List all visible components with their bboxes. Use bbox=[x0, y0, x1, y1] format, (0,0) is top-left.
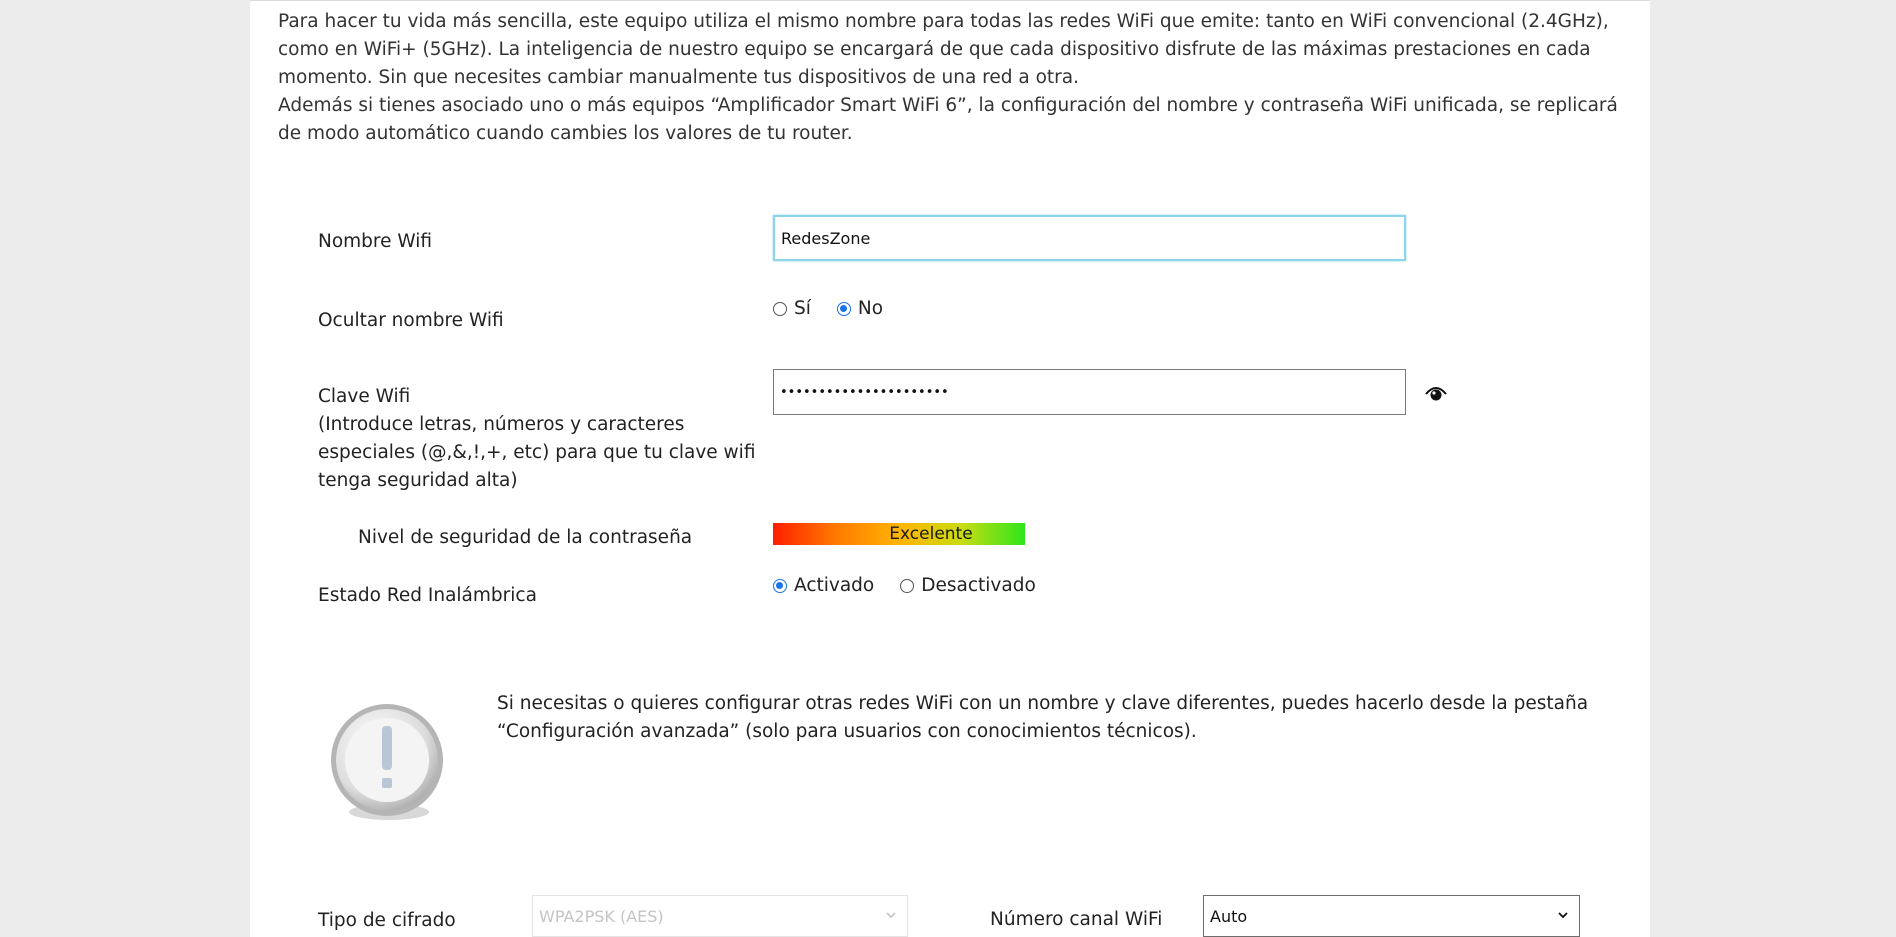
encryption-type-label: Tipo de cifrado bbox=[318, 910, 456, 931]
chevron-down-icon bbox=[1557, 909, 1569, 921]
wireless-state-label: Estado Red Inalámbrica bbox=[318, 585, 537, 606]
wifi-key-label-hint: (Introduce letras, números y caracteres especiales (@,&,!,+, etc) para que tu clave wifi tenga seguridad alta) bbox=[318, 414, 756, 491]
radio-yes-label: Sí bbox=[794, 298, 811, 319]
intro-text bbox=[278, 8, 1638, 148]
wireless-state-radio-group bbox=[773, 575, 1062, 596]
hide-wifi-name-label: Ocultar nombre Wifi bbox=[318, 310, 504, 331]
radio-activado-label: Activado bbox=[794, 575, 875, 596]
radio-no-label: No bbox=[857, 298, 884, 319]
wifi-key-label bbox=[318, 383, 758, 495]
radio-desactivado[interactable] bbox=[900, 579, 914, 593]
radio-desactivado-label: Desactivado bbox=[921, 575, 1036, 596]
wifi-key-input[interactable]: •••••••••••••••••••••• bbox=[773, 369, 1406, 415]
wifi-name-label: Nombre Wifi bbox=[318, 231, 433, 252]
chevron-down-icon bbox=[885, 909, 897, 921]
warning-exclamation-icon bbox=[325, 700, 451, 826]
advanced-config-notice: Si necesitas o quieres configurar otras redes WiFi con un nombre y clave diferentes, puedes hacerlo desde la pestaña “Configuración avanzada” (solo para usuarios con conocimientos técnicos). bbox=[497, 693, 1589, 742]
wifi-channel-select[interactable] bbox=[1203, 895, 1580, 937]
intro-paragraph-2: Además si tienes asociado uno o más equipos “Amplificador Smart WiFi 6”, la configuración del nombre y contraseña WiFi unificada, se replicará de modo automático cuando cambies los valores de tu router. bbox=[278, 95, 1618, 144]
wireless-state-option-off[interactable] bbox=[900, 575, 1036, 596]
wireless-state-option-on[interactable] bbox=[773, 575, 874, 596]
hide-wifi-name-radio-group bbox=[773, 298, 909, 319]
hide-wifi-name-option-no[interactable] bbox=[837, 298, 883, 319]
wifi-channel-label: Número canal WiFi bbox=[990, 909, 1163, 930]
security-level-label: Nivel de seguridad de la contraseña bbox=[358, 527, 693, 548]
radio-no[interactable] bbox=[837, 302, 851, 316]
radio-activado[interactable] bbox=[773, 579, 787, 593]
radio-yes[interactable] bbox=[773, 302, 787, 316]
password-strength-bar bbox=[773, 523, 1025, 545]
password-strength-value: Excelente bbox=[889, 524, 973, 544]
encryption-type-value: WPA2PSK (AES) bbox=[539, 906, 664, 926]
show-password-eye-icon[interactable] bbox=[1424, 383, 1448, 403]
hide-wifi-name-option-yes[interactable] bbox=[773, 298, 811, 319]
wifi-key-label-title: Clave Wifi bbox=[318, 386, 411, 407]
encryption-type-select bbox=[532, 895, 908, 937]
intro-paragraph-1: Para hacer tu vida más sencilla, este equipo utiliza el mismo nombre para todas las redes WiFi que emite: tanto en WiFi convencional (2.4GHz), como en WiFi+ (5GHz). La inteligencia de nuestro equipo se encargará de que cada dispositivo disfrute de las máximas prestaciones en cada momento. Sin que necesites cambiar manualmente tus dispositivos de una red a otra. bbox=[278, 11, 1609, 88]
wifi-channel-value: Auto bbox=[1210, 906, 1248, 926]
wifi-name-input[interactable] bbox=[773, 215, 1406, 261]
